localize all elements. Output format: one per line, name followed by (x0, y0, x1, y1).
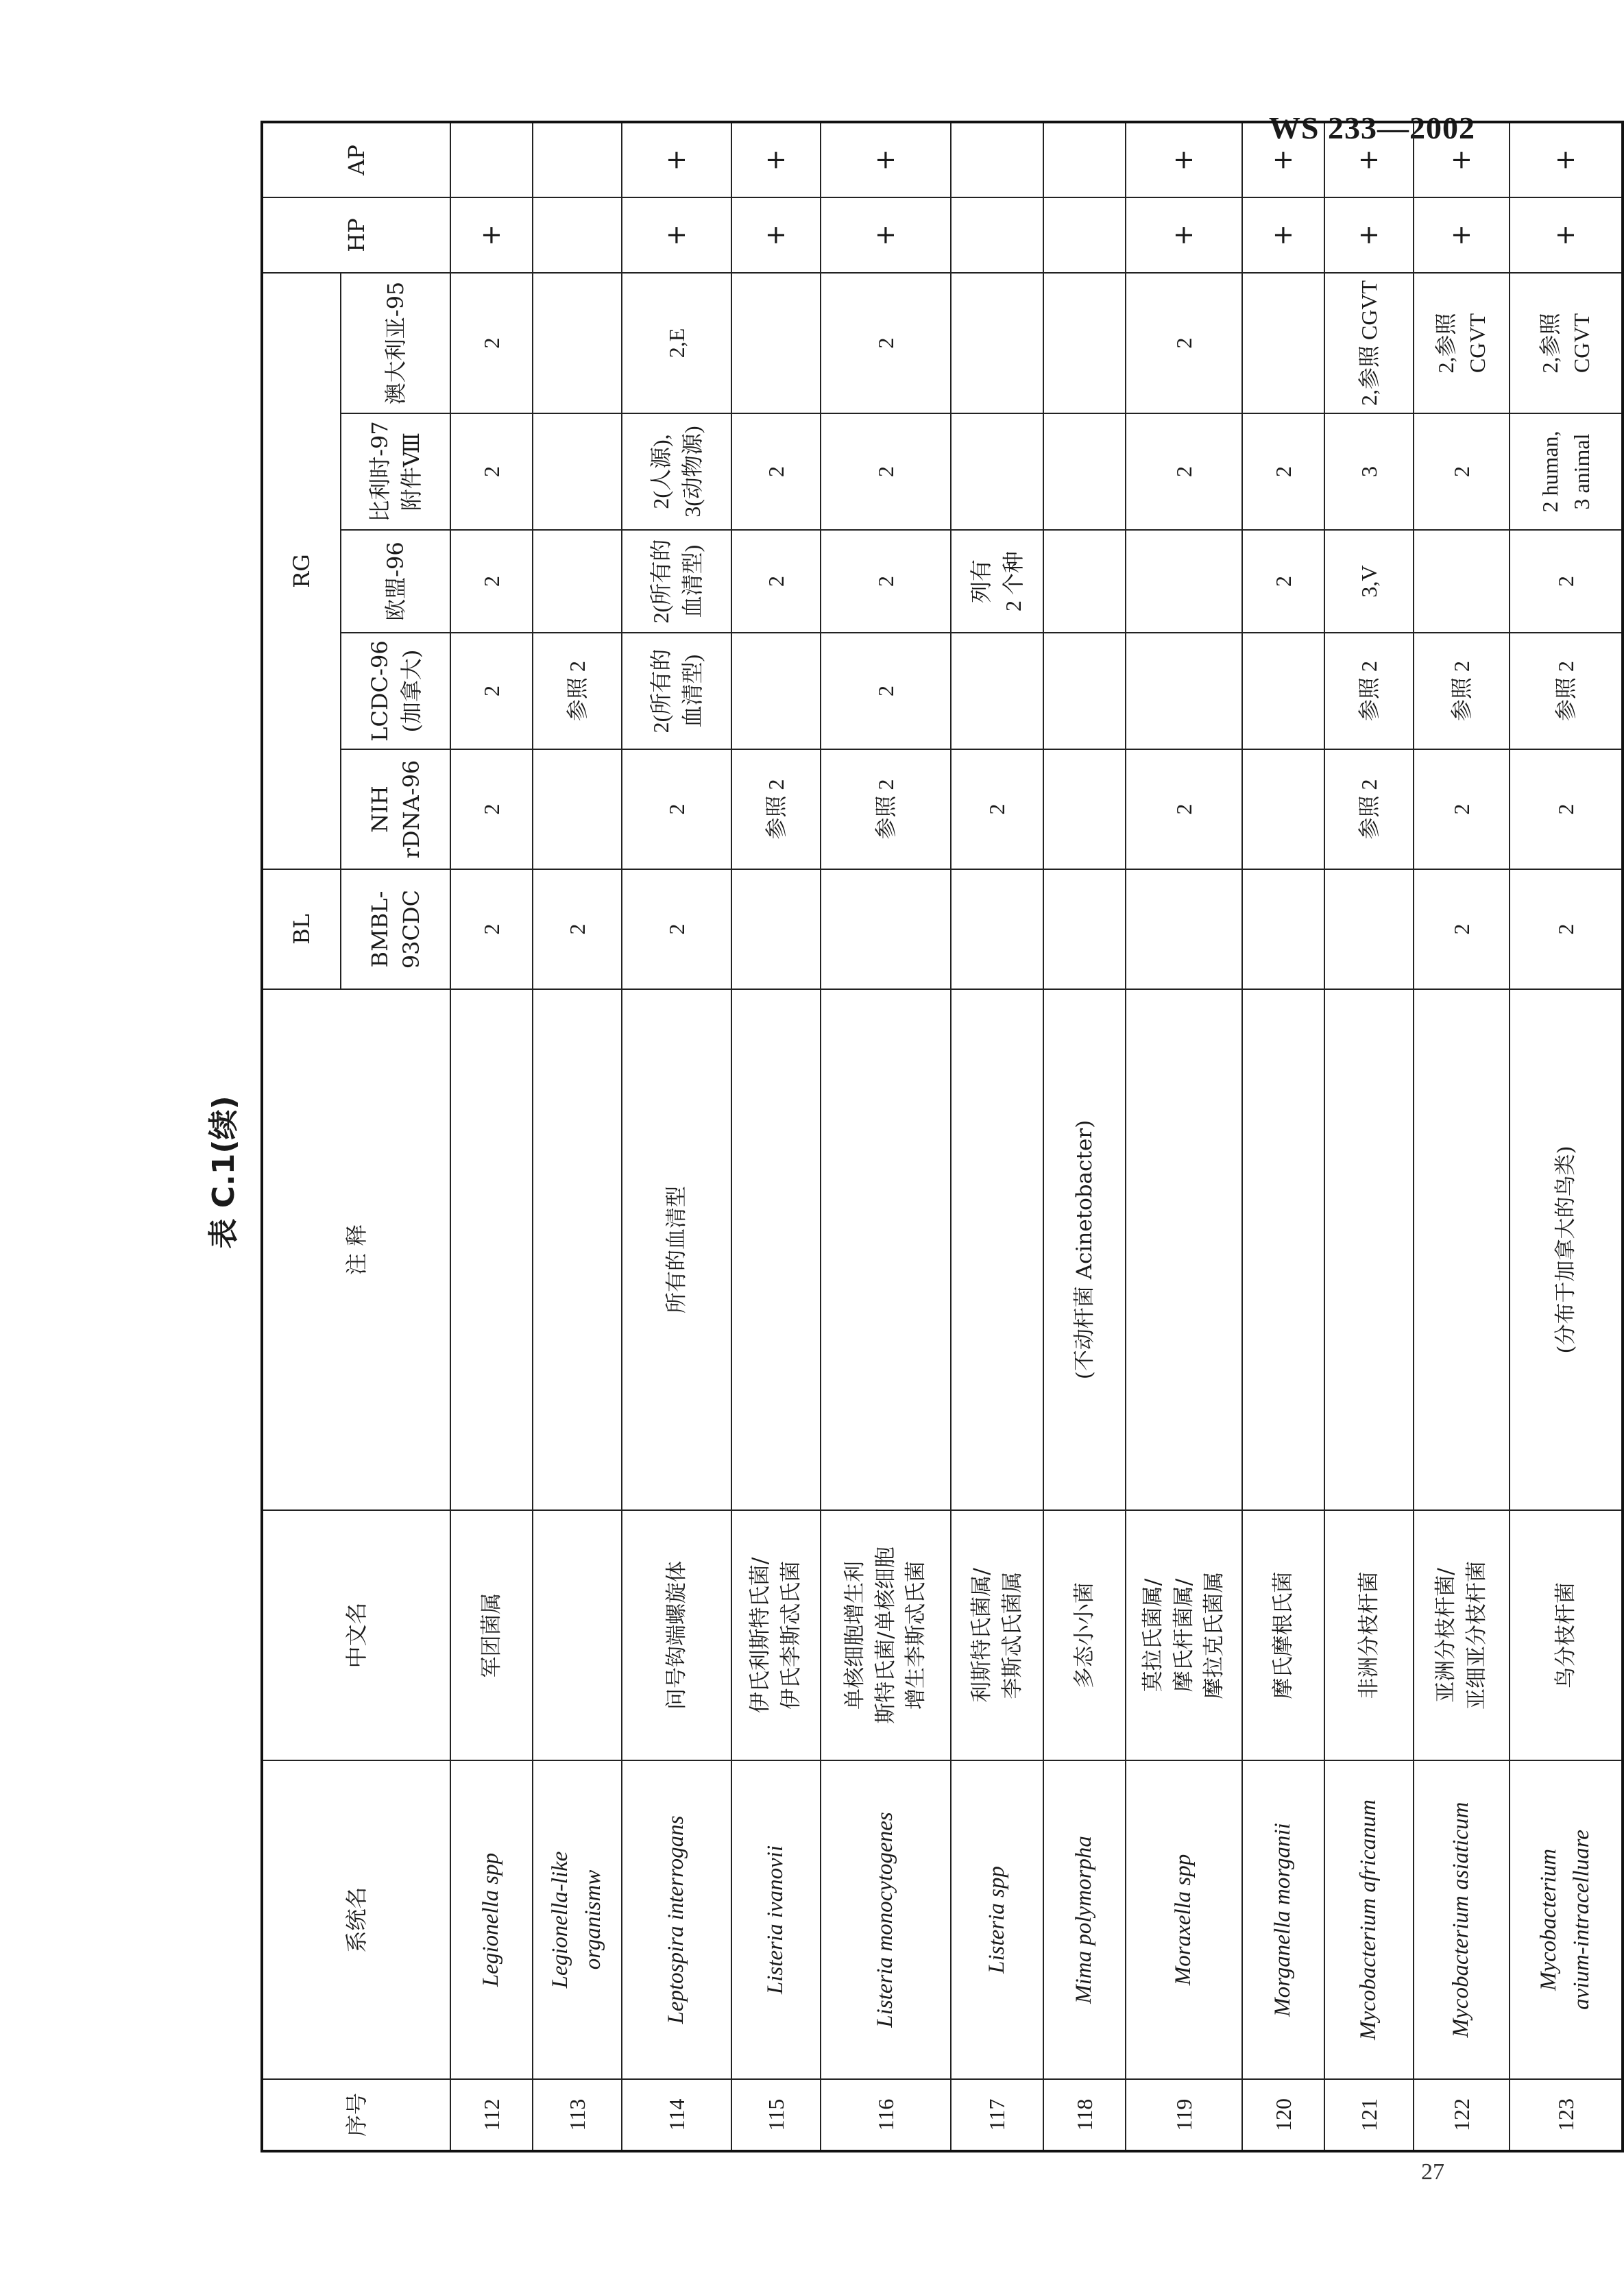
row-number: 122 (1414, 2079, 1510, 2151)
hp-mark (533, 197, 622, 273)
nih-value: 参照 2 (731, 749, 821, 869)
ap-mark: + (622, 122, 731, 197)
lcdc-value: 参照 2 (1324, 633, 1414, 749)
row-number: 121 (1324, 2079, 1414, 2151)
lcdc-value: 2(所有的 血清型) (622, 633, 731, 749)
table-row (1126, 122, 1242, 2151)
ap-mark: + (1324, 122, 1414, 197)
bmbl-value: 2 (450, 869, 533, 989)
eu-value: 列有 2 个种 (951, 530, 1043, 633)
header-note: 注 释 (262, 989, 450, 1510)
table-row (1510, 122, 1623, 2151)
table-row (622, 122, 731, 2151)
scientific-name: Legionella-like organismw (533, 1760, 622, 2079)
belgium-value: 2 (821, 413, 951, 530)
ap-mark: + (1414, 122, 1510, 197)
scientific-name: Listeria spp (951, 1760, 1043, 2079)
eu-value (1126, 530, 1242, 633)
header-bl: BL (262, 869, 341, 989)
belgium-value (533, 413, 622, 530)
header-eu: 欧盟-96 (341, 530, 450, 633)
lcdc-value (1043, 633, 1126, 749)
chinese-name: 问号钩端螺旋体 (622, 1510, 731, 1760)
row-number: 120 (1242, 2079, 1324, 2151)
note: (不动杆菌 Acinetobacter) (1043, 989, 1126, 1510)
chinese-name: 单核细胞增生利 斯特氏菌/单核细胞 增生李斯忒氏菌 (821, 1510, 951, 1760)
header-bmbl: BMBL-93CDC (341, 869, 450, 989)
scientific-name: Legionella spp (450, 1760, 533, 2079)
nih-value: 2 (1510, 749, 1623, 869)
table-row (1242, 122, 1324, 2151)
eu-value: 2 (450, 530, 533, 633)
ap-mark: + (731, 122, 821, 197)
row-number: 119 (1126, 2079, 1242, 2151)
nih-value: 2 (951, 749, 1043, 869)
australia-value (731, 273, 821, 413)
belgium-value: 2 (1126, 413, 1242, 530)
row-number: 112 (450, 2079, 533, 2151)
note (1324, 989, 1414, 1510)
header-sci-name: 系统名 (262, 1760, 450, 2079)
note: (分布于加拿大的鸟类) (1510, 989, 1623, 1510)
note (450, 989, 533, 1510)
australia-value (951, 273, 1043, 413)
ap-mark (1043, 122, 1126, 197)
chinese-name: 亚洲分枝杆菌/ 亚细亚分枝杆菌 (1414, 1510, 1510, 1760)
header-ap: AP (262, 122, 450, 197)
row-number: 115 (731, 2079, 821, 2151)
nih-value: 参照 2 (1324, 749, 1414, 869)
hp-mark: + (622, 197, 731, 273)
bmbl-value (1126, 869, 1242, 989)
belgium-value: 2 (1414, 413, 1510, 530)
bmbl-value (731, 869, 821, 989)
belgium-value: 3 (1324, 413, 1414, 530)
row-number: 116 (821, 2079, 951, 2151)
eu-value: 2 (1510, 530, 1623, 633)
lcdc-value (731, 633, 821, 749)
bmbl-value (1324, 869, 1414, 989)
scientific-name: Morganella morganii (1242, 1760, 1324, 2079)
belgium-value (951, 413, 1043, 530)
note (821, 989, 951, 1510)
australia-value: 2,参照 CGVT (1414, 273, 1510, 413)
table-row (450, 122, 533, 2151)
chinese-name: 鸟分枝杆菌 (1510, 1510, 1623, 1760)
row-number: 118 (1043, 2079, 1126, 2151)
hp-mark (1043, 197, 1126, 273)
note (1414, 989, 1510, 1510)
belgium-value (1043, 413, 1126, 530)
bmbl-value: 2 (622, 869, 731, 989)
nih-value: 2 (450, 749, 533, 869)
scientific-name: Mycobacterium africanum (1324, 1760, 1414, 2079)
belgium-value: 2 (1242, 413, 1324, 530)
chinese-name: 利斯特氏菌属/ 李斯忒氏菌属 (951, 1510, 1043, 1760)
note (533, 989, 622, 1510)
table-row (533, 122, 622, 2151)
ap-mark: + (1510, 122, 1623, 197)
chinese-name: 摩氏摩根氏菌 (1242, 1510, 1324, 1760)
eu-value: 2 (731, 530, 821, 633)
nih-value: 参照 2 (821, 749, 951, 869)
row-number: 113 (533, 2079, 622, 2151)
nih-value (533, 749, 622, 869)
header-be: 比利时-97 附件Ⅷ (341, 413, 450, 530)
hp-mark: + (821, 197, 951, 273)
table-row (1324, 122, 1414, 2151)
nih-value: 2 (622, 749, 731, 869)
chinese-name: 多态小小菌 (1043, 1510, 1126, 1760)
chinese-name: 非洲分枝杆菌 (1324, 1510, 1414, 1760)
eu-value (1414, 530, 1510, 633)
chinese-name: 莫拉氏菌属/ 摩氏杆菌属/ 摩拉克氏菌属 (1126, 1510, 1242, 1760)
ap-mark: + (821, 122, 951, 197)
scientific-name: Mycobacterium avium-intracelluare (1510, 1760, 1623, 2079)
row-number: 123 (1510, 2079, 1623, 2151)
lcdc-value (1242, 633, 1324, 749)
scientific-name: Mycobacterium asiaticum (1414, 1760, 1510, 2079)
hp-mark: + (731, 197, 821, 273)
nih-value (1242, 749, 1324, 869)
bmbl-value: 2 (533, 869, 622, 989)
hp-mark (951, 197, 1043, 273)
table-row (1414, 122, 1510, 2151)
eu-value: 2(所有的 血清型) (622, 530, 731, 633)
header-cn-name: 中文名 (262, 1510, 450, 1760)
bmbl-value (1043, 869, 1126, 989)
hp-mark: + (1126, 197, 1242, 273)
eu-value (1043, 530, 1126, 633)
note: 所有的血清型 (622, 989, 731, 1510)
page-number: 27 (1421, 2159, 1444, 2185)
chinese-name (533, 1510, 622, 1760)
ap-mark (450, 122, 533, 197)
nih-value (1043, 749, 1126, 869)
header-hp: HP (262, 197, 450, 273)
eu-value (533, 530, 622, 633)
lcdc-value: 2 (821, 633, 951, 749)
bmbl-value: 2 (1414, 869, 1510, 989)
belgium-value: 2 human, 3 animal (1510, 413, 1623, 530)
header-nih: NIH rDNA-96 (341, 749, 450, 869)
australia-value: 2,参照 CGVT (1510, 273, 1623, 413)
hp-mark: + (450, 197, 533, 273)
note (1242, 989, 1324, 1510)
ap-mark: + (1242, 122, 1324, 197)
australia-value: 2 (1126, 273, 1242, 413)
organism-table (260, 121, 1624, 2152)
nih-value: 2 (1126, 749, 1242, 869)
eu-value: 2 (1242, 530, 1324, 633)
ap-mark: + (1126, 122, 1242, 197)
bmbl-value (1242, 869, 1324, 989)
belgium-value: 2(人源), 3(动物源) (622, 413, 731, 530)
eu-value: 2 (821, 530, 951, 633)
lcdc-value (1126, 633, 1242, 749)
australia-value: 2 (450, 273, 533, 413)
australia-value (533, 273, 622, 413)
ap-mark (951, 122, 1043, 197)
hp-mark: + (1242, 197, 1324, 273)
bmbl-value: 2 (1510, 869, 1623, 989)
row-number: 114 (622, 2079, 731, 2151)
scientific-name: Leptospira interrogans (622, 1760, 731, 2079)
lcdc-value (951, 633, 1043, 749)
standard-number: WS 233—2002 (1268, 110, 1475, 145)
australia-value: 2,参照 CGVT (1324, 273, 1414, 413)
header-rg: RG (262, 273, 341, 869)
scientific-name: Moraxella spp (1126, 1760, 1242, 2079)
rotated-table-block (199, 145, 1594, 2152)
hp-mark: + (1414, 197, 1510, 273)
belgium-value: 2 (731, 413, 821, 530)
chinese-name: 伊氏利斯特氏菌/ 伊氏李斯忒氏菌 (731, 1510, 821, 1760)
lcdc-value: 参照 2 (1510, 633, 1623, 749)
table-row (951, 122, 1043, 2151)
chinese-name: 军团菌属 (450, 1510, 533, 1760)
australia-value (1242, 273, 1324, 413)
hp-mark: + (1510, 197, 1623, 273)
australia-value (1043, 273, 1126, 413)
lcdc-value: 2 (450, 633, 533, 749)
belgium-value: 2 (450, 413, 533, 530)
lcdc-value: 参照 2 (533, 633, 622, 749)
header-au: 澳大利亚-95 (341, 273, 450, 413)
row-number: 117 (951, 2079, 1043, 2151)
table-row (731, 122, 821, 2151)
table-row (1043, 122, 1126, 2151)
scientific-name: Mima polymorpha (1043, 1760, 1126, 2079)
table-caption: 表 C.1(续) (206, 1095, 241, 1249)
header-lcdc: LCDC-96 (加拿大) (341, 633, 450, 749)
note (731, 989, 821, 1510)
australia-value: 2,E (622, 273, 731, 413)
ap-mark (533, 122, 622, 197)
hp-mark: + (1324, 197, 1414, 273)
eu-value: 3,V (1324, 530, 1414, 633)
header-no: 序号 (262, 2079, 450, 2151)
australia-value: 2 (821, 273, 951, 413)
bmbl-value (951, 869, 1043, 989)
lcdc-value: 参照 2 (1414, 633, 1510, 749)
scientific-name: Listeria ivanovii (731, 1760, 821, 2079)
nih-value: 2 (1414, 749, 1510, 869)
scientific-name: Listeria monocytogenes (821, 1760, 951, 2079)
note (1126, 989, 1242, 1510)
bmbl-value (821, 869, 951, 989)
table-row (821, 122, 951, 2151)
note (951, 989, 1043, 1510)
